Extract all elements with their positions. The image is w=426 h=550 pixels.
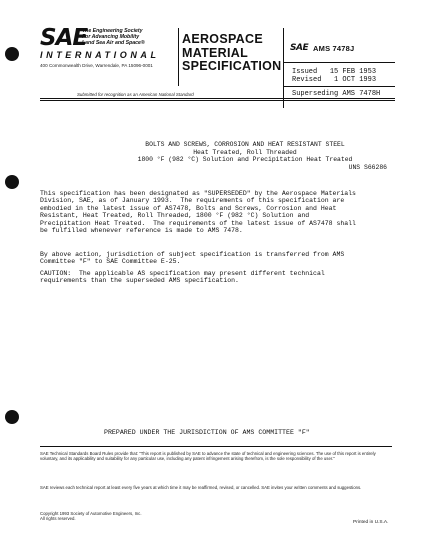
header-divider	[283, 28, 284, 108]
document-title	[100, 141, 390, 171]
specification-title	[182, 33, 280, 81]
technical-board-note: SAE Technical Standards Board Rules provide that: "This report is published by SAE to advance the state of technical and engineering sciences. The use of this report is entirely voluntary, and its applicability and suitability for any particular use, including any patent infringement arising therefrom, is the sole responsibility of the user."	[40, 451, 376, 462]
sae-logo	[40, 26, 180, 86]
revised-label: Revised	[292, 75, 322, 84]
superseding-note: Superseding AMS 7478H	[292, 90, 381, 98]
binder-hole	[5, 47, 19, 61]
sae-logo-international: INTERNATIONAL	[40, 50, 160, 60]
title-line: AEROSPACE	[182, 32, 263, 46]
printed-in: Printed in U.S.A.	[353, 520, 389, 525]
footer-rule	[40, 446, 392, 447]
sae-mini-logo: SAE	[290, 43, 309, 53]
tagline-line: Land Sea Air and Space®	[82, 40, 145, 46]
binder-hole	[5, 410, 19, 424]
issue-dates	[292, 69, 376, 84]
header-bottom-rule	[40, 100, 395, 101]
header-bottom-rule	[40, 98, 395, 99]
prepared-under-note: PREPARED UNDER THE JURISDICTION OF AMS COMMITTEE "F"	[104, 429, 310, 436]
copyright-line: Copyright 1993 Society of Automotive Engineers, Inc.	[40, 511, 142, 516]
issued-date: 15 FEB 1953	[329, 68, 377, 76]
document-title-line: 1800 °F (982 °C) Solution and Precipitation Heat Treated	[137, 156, 353, 163]
ansi-submission-note: Submitted for recognition as an American National Standard	[77, 92, 194, 97]
document-title-line: BOLTS AND SCREWS, CORROSION AND HEAT RESISTANT STEEL	[145, 141, 345, 148]
ams-number: AMS 7478J	[313, 44, 355, 53]
title-line: MATERIAL	[182, 45, 249, 60]
copyright	[40, 511, 142, 522]
uns-designation: UNS S66286	[348, 163, 387, 171]
superseded-paragraph: This specification has been designated as "SUPERSEDED" by the Aerospace Materials Division, SAE, as of January 1993. The requirements of this specification are embodied in the latest issue of AS7478, Bolts and Screws, Corrosion and Heat Resistant, Heat Treated, Roll Threaded, 1800 °F (982 °C) Solution and Precipitation Heat Treated. The requirements of the latest issue of AS7478 shall be fulfilled whenever reference is made to AMS 7478.	[40, 190, 356, 235]
header-rule	[283, 86, 395, 87]
title-line: SPECIFICATION	[182, 59, 282, 73]
tagline-line: The Engineering Society	[82, 28, 143, 34]
jurisdiction-paragraph: By above action, jurisdiction of subject specification is transferred from AMS Committee "F" to SAE Committee E-25.	[40, 251, 345, 266]
header-divider	[178, 28, 179, 86]
revised-date: 1 OCT 1993	[334, 75, 377, 84]
review-note: SAE reviews each technical report at least every five years at which time it may be reaffirmed, revised, or cancelled. SAE invites your written comments and suggestions.	[40, 485, 362, 490]
sae-logo-mark: SAE	[40, 25, 88, 51]
sae-address: 400 Commonwealth Drive, Warrendale, PA 15096-0001	[40, 63, 153, 68]
issued-label: Issued	[292, 68, 318, 76]
document-title-line: Heat Treated, Roll Threaded	[193, 148, 297, 156]
header-rule	[283, 62, 395, 63]
revised-row	[292, 77, 376, 85]
caution-paragraph: CAUTION: The applicable AS specification may present different technical requirements than the superseded AMS specification.	[40, 270, 325, 285]
tagline-line: For Advancing Mobility	[82, 34, 140, 40]
copyright-line: All rights reserved.	[40, 516, 76, 522]
sae-logo-tagline	[82, 28, 177, 46]
binder-hole	[5, 175, 19, 189]
